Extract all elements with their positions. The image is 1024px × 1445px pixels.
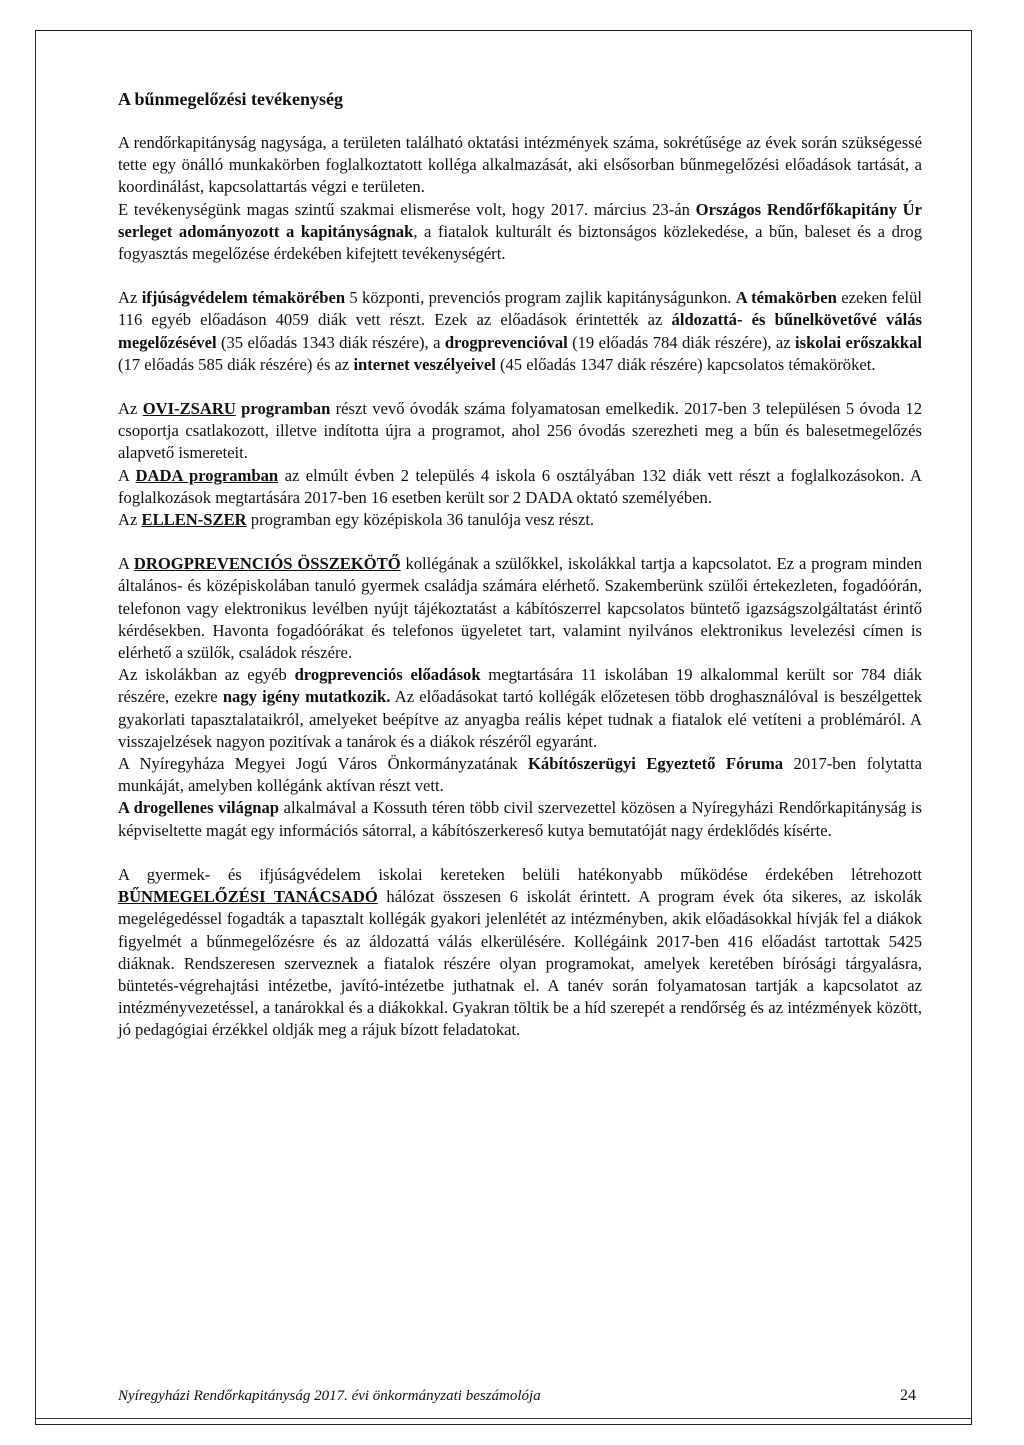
underlined-text: ELLEN-SZER <box>141 510 247 530</box>
text: ezeken felül 116 egyéb előadáson 4059 diák vett részt. Ezek az előadások érintették az <box>118 288 923 330</box>
paragraph-drug-liaison <box>118 553 922 664</box>
bold-text <box>143 399 331 418</box>
text: 2017-ben folytatta munkáját, amelyben kollégánk aktívan részt vett. <box>118 754 922 796</box>
paragraph-dada <box>118 465 922 509</box>
bold-text: ifjúságvédelem témakörében <box>141 288 346 308</box>
bold-text: Országos Rendőrfőkapitány Úr serleget adományozott a kapitányságnak <box>118 199 922 241</box>
bold-text <box>136 466 279 485</box>
text: Az <box>118 399 143 419</box>
footer-divider <box>36 1418 972 1419</box>
text: alkalmával a Kossuth téren több civil szervezettel közösen a Nyíregyházi Rendőrkapitányság is képviseltette magát egy információs sátorral, a kábítószerkereső kutya bemutatóját nagy érdeklődés kísérte. <box>118 798 922 840</box>
text: (19 előadás 784 diák részére), az <box>567 332 796 352</box>
paragraph-crime-prevention-advisor <box>118 864 922 1042</box>
text: A <box>118 465 136 485</box>
text: Az iskolákban az egyéb <box>118 665 295 685</box>
text: az elmúlt évben 2 település 4 iskola 6 osztályában 132 diák vett részt a foglalkozásokon. A foglalkozások megtartására 2017-ben 16 esetben került sor 2 DADA oktató személyében. <box>118 465 922 507</box>
bold-text: iskolai erőszakkal <box>795 332 923 352</box>
section-title: A bűnmegelőzési tevékenység <box>118 89 343 109</box>
text: Az <box>118 510 142 530</box>
bold-text <box>134 554 401 573</box>
text: kollégának a szülőkkel, iskolákkal tartja a kapcsolatot. Ez a program minden általános- és középiskolában tanuló gyermek családja számára elérhető. Szakemberünk szülői értekezleten, fogadóórán, telefonon vagy elektronikus levélben nyújt tájékoztatást a kábítószerrel kapcsolatos büntető igazságszolgáltatást érintő kérdésekben. Havonta fogadóórákat és telefonos ügyeletet tart, valamint nyilvános elektronikus levelezési címen is elérhető a szülők, családok részére. <box>118 554 922 663</box>
text: programban <box>235 399 331 419</box>
underlined-text: DROGPREVENCIÓS ÖSSZEKÖTŐ <box>133 554 401 574</box>
bold-text: drogprevenciós előadások <box>294 665 481 685</box>
paragraph-forum <box>118 753 922 797</box>
text: A rendőrkapitányság nagysága, a területen található oktatási intézmények száma, sokrétűsége az évek során szükségessé tette egy önálló munkakörben foglalkoztatott kolléga alkalmazását, aki elsősorban bűnmegelőzési előadások tartását, a koordinálást, kapcsolattartás végzi e területen. <box>118 133 922 197</box>
text: A gyermek- és ifjúságvédelem iskolai kereteken belüli hatékonyabb működése érdekében létrehozott <box>118 864 922 884</box>
document-body <box>118 88 922 1042</box>
paragraph-intro <box>118 132 922 199</box>
paragraph-ellen-szer <box>118 509 922 531</box>
paragraph-youth-protection <box>118 287 922 376</box>
text: Az előadásokat tartó kollégák előzetesen több droghasználóval is beszélgettek gyakorlati tapasztalataikról, amelyeket beépítve az anyagba reális képet tudnak a fiatalok elé vetíteni a problémáról. A visszajelzések nagyon pozitívak a tanárok és a diákok részéről egyaránt. <box>118 687 922 751</box>
text: (17 előadás 585 diák részére) és az <box>118 354 354 374</box>
text: (45 előadás 1347 diák részére) kapcsolatos témaköröket. <box>495 354 876 374</box>
bold-text: drogprevencióval <box>444 332 568 352</box>
text: 5 központi, prevenciós program zajlik kapitányságunkon. <box>345 288 736 308</box>
text: Az <box>118 288 142 308</box>
paragraph-ovi-zsaru <box>118 398 922 465</box>
bold-text: A drogellenes világnap <box>118 798 279 818</box>
paragraph-drug-lectures <box>118 664 922 753</box>
text: részt vevő óvodák száma folyamatosan emelkedik. 2017-ben 3 településen 5 óvoda 12 csoportja csatlakozott, illetve indította újra a programot, ahol 256 óvodás szerezheti meg a bűn és balesetmegelőzés alapvető ismereteit. <box>118 399 922 463</box>
underlined-text: OVI-ZSARU <box>142 399 236 419</box>
text: A Nyíregyháza Megyei Jogú Város Önkormányzatának <box>118 754 529 774</box>
page-footer <box>118 1386 922 1406</box>
bold-text: internet veszélyeivel <box>353 354 496 374</box>
bold-text: áldozattá- és bűnelkövetővé válás megelőzésével <box>118 310 922 352</box>
text: E tevékenységünk magas szintű szakmai elismerése volt, hogy 2017. március 23-án <box>118 199 696 219</box>
text: megtartására 11 iskolában 19 alkalommal került sor 784 diák részére, ezekre <box>118 665 922 707</box>
text: programban egy középiskola 36 tanulója vesz részt. <box>246 510 595 530</box>
page-number: 24 <box>900 1387 916 1404</box>
text: hálózat összesen 6 iskolát érintett. A program évek óta sikeres, az iskolák megelégedéssel fogadták a tapasztalt kollégák gyakori jelenlétét az intézményben, akik előadásokkal hívják fel a diákok figyelmét a bűnmegelőzésre és az áldozattá válás elkerülésére. Kollégáink 2017-ben 416 előadást tartottak 5425 diáknak. Rendszeresen szerveznek a fiatalok részére olyan programokat, amelyek keretében bírósági tárgyalásra, büntetés-végrehajtási intézetbe, javító-intézetbe juthatnak el. A tanév során folyamatosan tartják a kapcsolatot az intézményvezetéssel, a tanárokkal és a diákokkal. Gyakran töltik be a híd szerepét a rendőrség és az intézmények között, jó pedagógiai érzékkel oldják meg a rájuk bízott feladatokat. <box>118 887 923 1040</box>
bold-text <box>142 510 247 529</box>
paragraph-world-drug-day <box>118 797 922 841</box>
bold-text: A témakörben <box>735 288 837 308</box>
bold-text <box>118 887 378 906</box>
underlined-text: BŰNMEGELŐZÉSI TANÁCSADÓ <box>118 887 378 907</box>
text: , a fiatalok kulturált és biztonságos közlekedése, a bűn, baleset és a drog fogyasztás megelőzése érdekében kifejtett tevékenységért. <box>118 221 922 264</box>
footer-text: Nyíregyházi Rendőrkapitányság 2017. évi önkormányzati beszámolója <box>118 1388 541 1404</box>
underlined-text: DADA programban <box>135 465 279 485</box>
paragraph-recognition <box>118 199 922 266</box>
text: (35 előadás 1343 diák részére), a <box>216 332 445 352</box>
bold-text: Kábítószerügyi Egyeztető Fóruma <box>528 754 784 774</box>
bold-text: nagy igény mutatkozik. <box>222 687 391 707</box>
text: A <box>118 554 134 574</box>
